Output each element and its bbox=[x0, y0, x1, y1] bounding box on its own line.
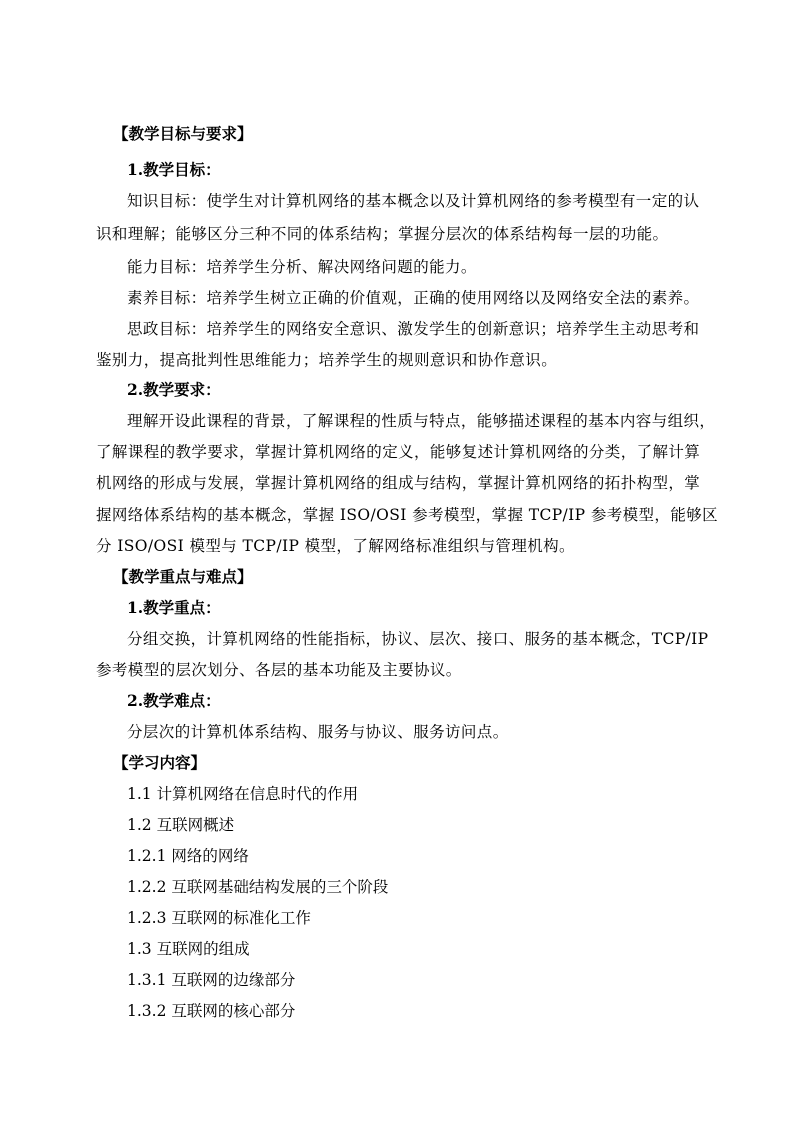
content-item: 1.2.2 互联网基础结构发展的三个阶段 bbox=[127, 878, 389, 896]
subheading-key-points: 1.教学重点： bbox=[127, 598, 221, 617]
section-heading-learning-content: 【学习内容】 bbox=[113, 753, 207, 772]
subheading-teaching-requirements: 2.教学要求： bbox=[127, 380, 221, 399]
requirements-line-5: 分 ISO/OSI 模型与 TCP/IP 模型，了解网络标准组织与管理机构。 bbox=[96, 537, 575, 555]
section-heading-key-points: 【教学重点与难点】 bbox=[113, 567, 253, 586]
requirements-line-1: 理解开设此课程的背景，了解课程的性质与特点，能够描述课程的基本内容与组织， bbox=[127, 412, 716, 430]
key-points-line-2: 参考模型的层次划分、各层的基本功能及主要协议。 bbox=[96, 661, 462, 679]
requirements-line-4: 握网络体系结构的基本概念，掌握 ISO/OSI 参考模型，掌握 TCP/IP 参考模型，能够区 bbox=[96, 506, 719, 524]
subheading-difficult-points: 2.教学难点： bbox=[127, 691, 221, 710]
literacy-objective: 素养目标：培养学生树立正确的价值观，正确的使用网络以及网络安全法的素养。 bbox=[127, 289, 700, 307]
subheading-teaching-objectives: 1.教学目标： bbox=[127, 160, 221, 179]
section-heading-objectives: 【教学目标与要求】 bbox=[113, 124, 253, 143]
difficult-points-text: 分层次的计算机体系结构、服务与协议、服务访问点。 bbox=[127, 723, 509, 741]
knowledge-objective-line-2: 识和理解；能够区分三种不同的体系结构；掌握分层次的体系结构每一层的功能。 bbox=[96, 225, 669, 243]
content-item: 1.3 互联网的组成 bbox=[127, 940, 250, 958]
content-item: 1.2 互联网概述 bbox=[127, 816, 235, 834]
knowledge-objective-line-1: 知识目标：使学生对计算机网络的基本概念以及计算机网络的参考模型有一定的认 bbox=[127, 192, 700, 210]
content-item: 1.3.2 互联网的核心部分 bbox=[127, 1002, 296, 1020]
key-points-line-1: 分组交换，计算机网络的性能指标，协议、层次、接口、服务的基本概念，TCP/IP bbox=[127, 630, 709, 648]
requirements-line-3: 机网络的形成与发展，掌握计算机网络的组成与结构，掌握计算机网络的拓扑构型，掌 bbox=[96, 474, 701, 492]
requirements-line-2: 了解课程的教学要求，掌握计算机网络的定义，能够复述计算机网络的分类，了解计算 bbox=[96, 443, 701, 461]
content-item: 1.2.3 互联网的标准化工作 bbox=[127, 909, 311, 927]
ability-objective: 能力目标：培养学生分析、解决网络问题的能力。 bbox=[127, 258, 477, 276]
ideology-objective-line-1: 思政目标：培养学生的网络安全意识、激发学生的创新意识；培养学生主动思考和 bbox=[127, 320, 700, 338]
content-item: 1.2.1 网络的网络 bbox=[127, 847, 249, 865]
content-item: 1.3.1 互联网的边缘部分 bbox=[127, 971, 296, 989]
content-item: 1.1 计算机网络在信息时代的作用 bbox=[127, 785, 359, 803]
ideology-objective-line-2: 鉴别力，提高批判性思维能力；培养学生的规则意识和协作意识。 bbox=[96, 351, 558, 369]
